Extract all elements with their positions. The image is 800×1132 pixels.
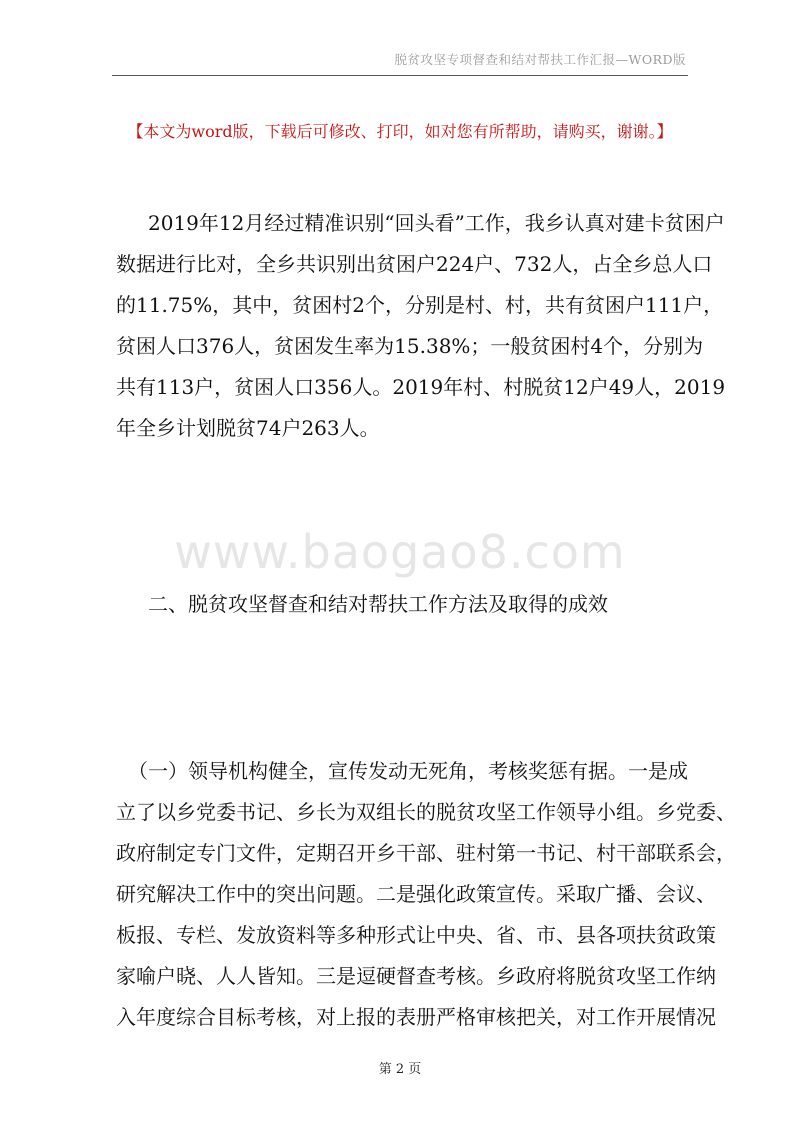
paragraph-line: 入年度综合目标考核，对上报的表册严格审核把关，对工作开展情况 — [116, 1005, 716, 1029]
watermark: www.baogao8.com — [174, 525, 626, 579]
paragraph-line: 的11.75%，其中，贫困村2个，分别是村、村，共有贫困户111户， — [116, 293, 724, 317]
paragraph-line: 数据进行比对，全乡共识别出贫困户224户、732人，占全乡总人口 — [116, 252, 713, 276]
paragraph-line: 2019年12月经过精准识别“回头看”工作，我乡认真对建卡贫困户 — [148, 211, 725, 235]
paragraph-line: 共有113户，贫困人口356人。2019年村、村脱贫12户49人，2019 — [116, 375, 726, 399]
paragraph-line: 研究解决工作中的突出问题。二是强化政策宣传。采取广播、会议、 — [116, 882, 716, 906]
paragraph-line: 家喻户晓、人人皆知。三是逗硬督查考核。乡政府将脱贫攻坚工作纳 — [116, 964, 716, 988]
paragraph-line: 板报、专栏、发放资料等多种形式让中央、省、市、县各项扶贫政策 — [116, 923, 716, 947]
download-notice: 【本文为word版，下载后可修改、打印，如对您有所帮助，请购买，谢谢。】 — [127, 122, 673, 141]
paragraph-leadership — [116, 751, 736, 1038]
paragraph-poverty-statistics — [116, 203, 726, 449]
section-title: 二、脱贫攻坚督查和结对帮扶工作方法及取得的成效 — [148, 592, 608, 616]
paragraph-line: 年全乡计划脱贫74户263人。 — [116, 416, 380, 440]
paragraph-line: 贫困人口376人，贫困发生率为15.38%；一般贫困村4个，分别为 — [116, 334, 704, 358]
running-header: 脱贫攻坚专项督查和结对帮扶工作汇报—WORD版 — [394, 52, 686, 67]
page-number: 第 2 页 — [378, 1062, 422, 1077]
header-rule — [112, 75, 688, 76]
paragraph-line: （一）领导机构健全，宣传发动无死角，考核奖惩有据。一是成 — [128, 759, 688, 783]
paragraph-line: 立了以乡党委书记、乡长为双组长的脱贫攻坚工作领导小组。乡党委、 — [116, 800, 736, 824]
paragraph-line: 政府制定专门文件，定期召开乡干部、驻村第一书记、村干部联系会， — [116, 841, 736, 865]
